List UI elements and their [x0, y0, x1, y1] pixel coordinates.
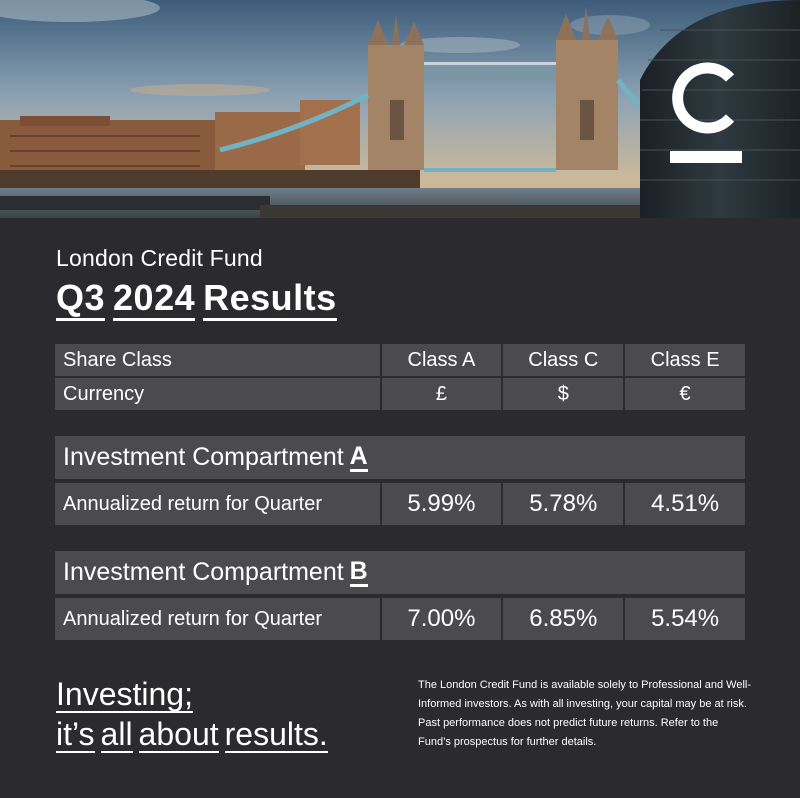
- tagline-line1: Investing;: [56, 676, 193, 712]
- compartment-b-return-label: Annualized return for Quarter: [55, 598, 380, 640]
- tagline: [56, 674, 334, 754]
- fund-name: London Credit Fund: [56, 245, 263, 271]
- compartment-b-heading: [55, 551, 745, 594]
- share-class-e: Class E: [625, 344, 745, 376]
- compartment-b-returns-row: [55, 598, 745, 640]
- title-results: Results: [203, 279, 337, 321]
- tagline-word-about: about: [138, 716, 219, 752]
- share-class-c: Class C: [503, 344, 623, 376]
- compartment-a-return-class-c: 5.78%: [503, 483, 623, 525]
- share-class-row: [55, 344, 745, 376]
- results-panel: [0, 218, 800, 798]
- share-class-label: Share Class: [55, 344, 380, 376]
- currency-c: $: [503, 378, 623, 410]
- compartment-a-return-class-a: 5.99%: [382, 483, 502, 525]
- compartment-a-heading: [55, 436, 745, 479]
- currency-e: €: [625, 378, 745, 410]
- compartment-b-return-class-e: 5.54%: [625, 598, 745, 640]
- compartment-b-return-class-a: 7.00%: [382, 598, 502, 640]
- compartment-a-title: Investment Compartment: [63, 443, 344, 471]
- share-class-a: Class A: [382, 344, 502, 376]
- compartment-b-title: Investment Compartment: [63, 558, 344, 586]
- compartment-a-returns-row: [55, 483, 745, 525]
- currency-label: Currency: [55, 378, 380, 410]
- compartment-a-letter: A: [349, 442, 368, 470]
- title-quarter: Q3: [56, 279, 105, 321]
- compartment-a-return-class-e: 4.51%: [625, 483, 745, 525]
- title-year: 2024: [113, 279, 195, 321]
- compartment-b-letter: B: [349, 557, 368, 585]
- tower-bridge-photo: [0, 0, 800, 218]
- letter-c-logo-icon: [668, 58, 744, 168]
- tagline-word-results: results.: [224, 716, 328, 752]
- compartment-b-return-class-c: 6.85%: [503, 598, 623, 640]
- currency-a: £: [382, 378, 502, 410]
- currency-row: [55, 378, 745, 410]
- page-title: [56, 277, 345, 321]
- tagline-word-all: all: [100, 716, 133, 752]
- disclaimer-text: The London Credit Fund is available solely to Professional and Well-Informed investors. As with all investing, your capital may be at risk. Past performance does not predict future returns. Refer to the Fund’s prospectus for further details.: [418, 679, 752, 748]
- compartment-a-return-label: Annualized return for Quarter: [55, 483, 380, 525]
- tagline-word-its: it’s: [56, 716, 95, 752]
